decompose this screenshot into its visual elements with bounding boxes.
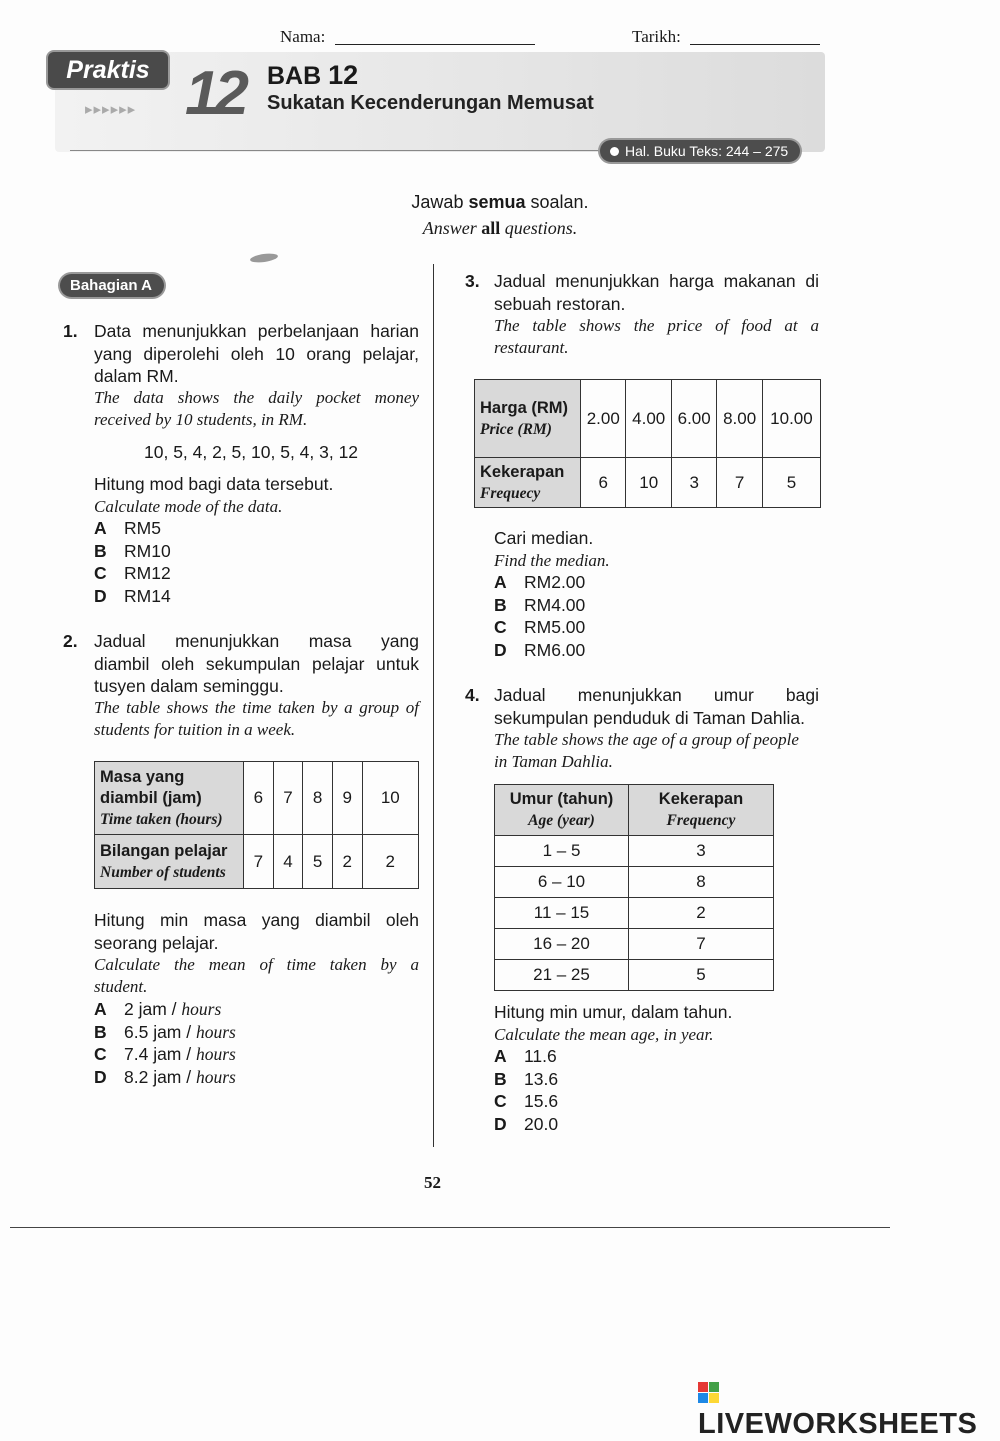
table-cell: 2.00 bbox=[581, 380, 626, 458]
table-cell: 6 bbox=[244, 762, 274, 835]
table-row bbox=[495, 929, 774, 960]
q3-option[interactable]: A RM2.00 bbox=[494, 572, 586, 592]
q4-option[interactable]: A 11.6 bbox=[494, 1046, 557, 1066]
table-cell: 2 bbox=[362, 835, 418, 889]
q2-ask-malay: Hitung min masa yang diambil oleh seorang pelajar. bbox=[94, 910, 419, 953]
chapter-title: Sukatan Kecenderungan Memusat bbox=[267, 92, 594, 114]
table-row bbox=[495, 836, 774, 867]
q2-header-time: Masa yang diambil (jam) Time taken (hours) bbox=[95, 762, 244, 835]
q2-stem-malay: Jadual menunjukkan masa yang diambil oleh sekumpulan pelajar untuk tusyen dalam seminggu. bbox=[94, 631, 419, 696]
q3-option[interactable]: B RM4.00 bbox=[494, 594, 586, 615]
table-cell: 5 bbox=[629, 960, 774, 991]
q1-option[interactable]: A RM5 bbox=[94, 518, 161, 538]
table-row bbox=[495, 960, 774, 991]
arrow-decoration: ▸▸▸▸▸▸ bbox=[85, 101, 137, 118]
instruction-malay: Jawab semua soalan. bbox=[411, 192, 589, 212]
table-cell: 10.00 bbox=[762, 380, 820, 458]
table-cell: 2 bbox=[332, 835, 362, 889]
q3-table bbox=[474, 379, 821, 508]
section-badge: Bahagian A bbox=[60, 274, 164, 297]
q4-stem-english: The table shows the age of a group of people in Taman Dahlia. bbox=[494, 730, 799, 771]
textbook-ref-badge bbox=[600, 140, 800, 162]
q3-option[interactable]: D RM6.00 bbox=[494, 639, 586, 660]
table-cell: 5 bbox=[762, 458, 820, 508]
q3-stem-malay: Jadual menunjukkan harga makanan di sebuah restoran. bbox=[494, 271, 819, 314]
q2-option[interactable]: C 7.4 jam / hours bbox=[94, 1044, 236, 1064]
q4-option[interactable]: D 20.0 bbox=[494, 1113, 559, 1134]
q2-option[interactable]: B 6.5 jam / hours bbox=[94, 1021, 236, 1042]
q1-options bbox=[94, 517, 171, 607]
table-row bbox=[495, 898, 774, 929]
table-cell: 1 – 5 bbox=[495, 836, 629, 867]
q1-stem-english: The data shows the daily pocket money received by 10 students, in RM. bbox=[94, 388, 419, 429]
q3-number: 3. bbox=[465, 271, 480, 291]
table-cell: 8.00 bbox=[717, 380, 762, 458]
table-cell: 7 bbox=[629, 929, 774, 960]
q3-ask-malay: Cari median. bbox=[494, 528, 594, 548]
ink-smudge bbox=[250, 252, 279, 264]
table-row bbox=[495, 867, 774, 898]
textbook-ref-text: Hal. Buku Teks: 244 – 275 bbox=[625, 143, 789, 159]
praktis-tag: Praktis bbox=[48, 52, 168, 88]
banner-rule bbox=[70, 150, 610, 151]
table-cell: 8 bbox=[303, 762, 333, 835]
q1-stem-malay: Data menunjukkan perbelanjaan harian yang diperolehi oleh 10 orang pelajar, dalam RM. bbox=[94, 321, 419, 386]
q2-table bbox=[94, 761, 419, 889]
name-field[interactable] bbox=[335, 28, 535, 45]
table-cell: 6.00 bbox=[671, 380, 716, 458]
q4-ask-english: Calculate the mean age, in year. bbox=[494, 1025, 714, 1044]
q4-header-frequency: Kekerapan Frequency bbox=[629, 785, 774, 836]
table-cell: 9 bbox=[332, 762, 362, 835]
q3-header-price: Harga (RM) Price (RM) bbox=[475, 380, 581, 458]
q3-stem-english: The table shows the price of food at a restaurant. bbox=[494, 316, 819, 357]
table-cell: 16 – 20 bbox=[495, 929, 629, 960]
table-cell: 6 – 10 bbox=[495, 867, 629, 898]
table-cell: 10 bbox=[362, 762, 418, 835]
q4-stem-malay: Jadual menunjukkan umur bagi sekumpulan penduduk di Taman Dahlia. bbox=[494, 685, 819, 728]
q4-table bbox=[494, 784, 774, 991]
q2-options bbox=[94, 998, 236, 1088]
q2-option[interactable]: D 8.2 jam / hours bbox=[94, 1066, 236, 1087]
q3-ask-english: Find the median. bbox=[494, 551, 610, 570]
q1-data: 10, 5, 4, 2, 5, 10, 5, 4, 3, 12 bbox=[144, 442, 359, 462]
table-cell: 4 bbox=[273, 835, 303, 889]
q4-options bbox=[494, 1045, 558, 1135]
table-cell: 7 bbox=[244, 835, 274, 889]
bab-number: 12 bbox=[328, 60, 359, 90]
q2-header-students: Bilangan pelajar Number of students bbox=[95, 835, 244, 889]
bab-label: BAB bbox=[267, 62, 322, 90]
liveworksheets-logo-icon bbox=[698, 1382, 719, 1403]
q1-option[interactable]: C RM12 bbox=[94, 563, 171, 583]
table-cell: 10 bbox=[626, 458, 671, 508]
date-label: Tarikh: bbox=[632, 27, 681, 46]
date-field[interactable] bbox=[690, 28, 820, 45]
table-cell: 21 – 25 bbox=[495, 960, 629, 991]
q4-ask-malay: Hitung min umur, dalam tahun. bbox=[494, 1002, 733, 1022]
q4-option[interactable]: B 13.6 bbox=[494, 1068, 559, 1089]
chapter-heading bbox=[267, 60, 358, 91]
table-cell: 2 bbox=[629, 898, 774, 929]
q4-header-age: Umur (tahun) Age (year) bbox=[495, 785, 629, 836]
table-cell: 7 bbox=[717, 458, 762, 508]
q3-options bbox=[494, 571, 585, 661]
name-label: Nama: bbox=[280, 27, 326, 46]
q3-header-frequency: Kekerapan Frequecy bbox=[475, 458, 581, 508]
table-cell: 4.00 bbox=[626, 380, 671, 458]
q2-ask-english: Calculate the mean of time taken by a student. bbox=[94, 955, 419, 996]
q1-ask-english: Calculate mode of the data. bbox=[94, 497, 283, 516]
q2-number: 2. bbox=[63, 631, 78, 651]
table-cell: 5 bbox=[303, 835, 333, 889]
bottom-rule bbox=[10, 1227, 890, 1228]
q1-ask-malay: Hitung mod bagi data tersebut. bbox=[94, 474, 334, 494]
q2-stem-english: The table shows the time taken by a group of students for tuition in a week. bbox=[94, 698, 419, 739]
table-cell: 8 bbox=[629, 867, 774, 898]
column-divider bbox=[433, 264, 434, 1147]
bullet-icon bbox=[610, 147, 619, 156]
chapter-number-graphic: 12 bbox=[185, 59, 244, 128]
q1-option[interactable]: D RM14 bbox=[94, 585, 171, 606]
table-cell: 7 bbox=[273, 762, 303, 835]
table-cell: 3 bbox=[671, 458, 716, 508]
q3-option[interactable]: C RM5.00 bbox=[494, 617, 586, 637]
table-cell: 3 bbox=[629, 836, 774, 867]
page-number: 52 bbox=[424, 1173, 441, 1192]
q1-number: 1. bbox=[63, 321, 78, 341]
instruction-english: Answer all questions. bbox=[422, 218, 578, 238]
table-cell: 11 – 15 bbox=[495, 898, 629, 929]
q4-number: 4. bbox=[465, 685, 480, 705]
liveworksheets-watermark: LIVEWORKSHEETS bbox=[698, 1375, 1000, 1441]
q2-option[interactable]: A 2 jam / hours bbox=[94, 999, 222, 1019]
table-cell: 6 bbox=[581, 458, 626, 508]
q4-option[interactable]: C 15.6 bbox=[494, 1091, 559, 1111]
q1-option[interactable]: B RM10 bbox=[94, 540, 171, 561]
